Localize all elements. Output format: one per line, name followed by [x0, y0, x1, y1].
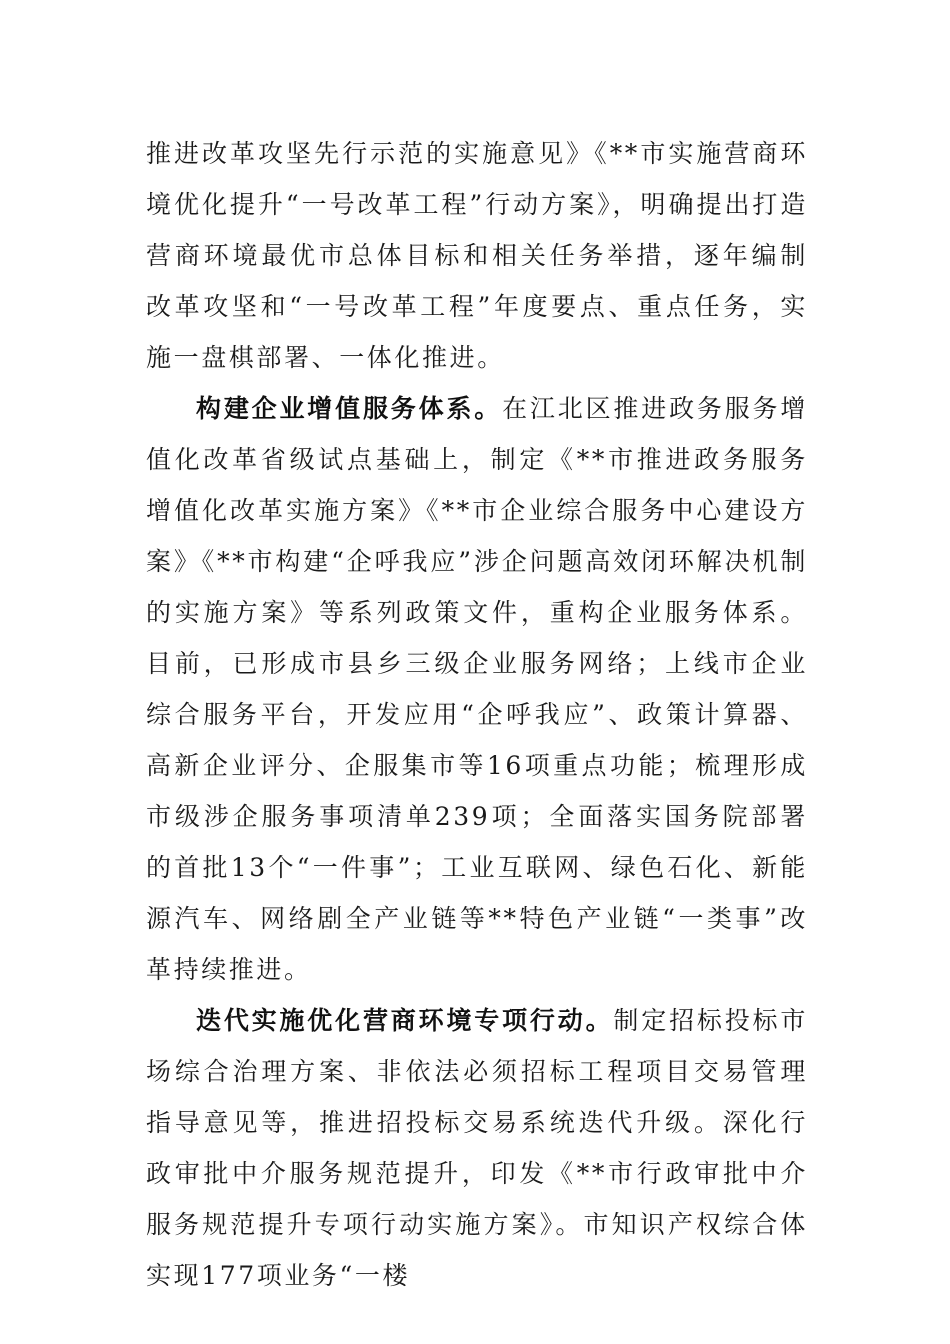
paragraph-heading: 迭代实施优化营商环境专项行动。: [196, 1006, 614, 1035]
paragraph-body: 在江北区推进政务服务增值化改革省级试点基础上，制定《**市推进政务服务增值化改革实施方案》《**市企业综合服务中心建设方案》《**市构建“企呼我应”涉企问题高效闭环解决机制的实施方案》等系列政策文件，重构企业服务体系。目前，已形成市县乡三级企业服务网络；上线市企业综合服务平台，开发应用“企呼我应”、政策计算器、高新企业评分、企服集市等16项重点功能；梳理形成市级涉企服务事项清单239项；全面落实国务院部署的首批13个“一件事”；工业互联网、绿色石化、新能源汽车、网络剧全产业链等**特色产业链“一类事”改革持续推进。: [146, 394, 808, 984]
paragraph-heading: 构建企业增值服务体系。: [196, 394, 503, 423]
paragraph-body: 制定招标投标市场综合治理方案、非依法必须招标工程项目交易管理指导意见等，推进招投标交易系统迭代升级。深化行政审批中介服务规范提升，印发《**市行政审批中介服务规范提升专项行动实施方案》。市知识产权综合体实现177项业务“一楼: [146, 1006, 808, 1290]
paragraph-enterprise-service: [146, 383, 808, 995]
paragraph-body: 推进改革攻坚先行示范的实施意见》《**市实施营商环境优化提升“一号改革工程”行动方案》，明确提出打造营商环境最优市总体目标和相关任务举措，逐年编制改革攻坚和“一号改革工程”年度要点、重点任务，实施一盘棋部署、一体化推进。: [146, 139, 808, 372]
paragraph-special-action: [146, 995, 808, 1301]
document-body: [146, 128, 808, 1301]
paragraph-continuation: [146, 128, 808, 383]
